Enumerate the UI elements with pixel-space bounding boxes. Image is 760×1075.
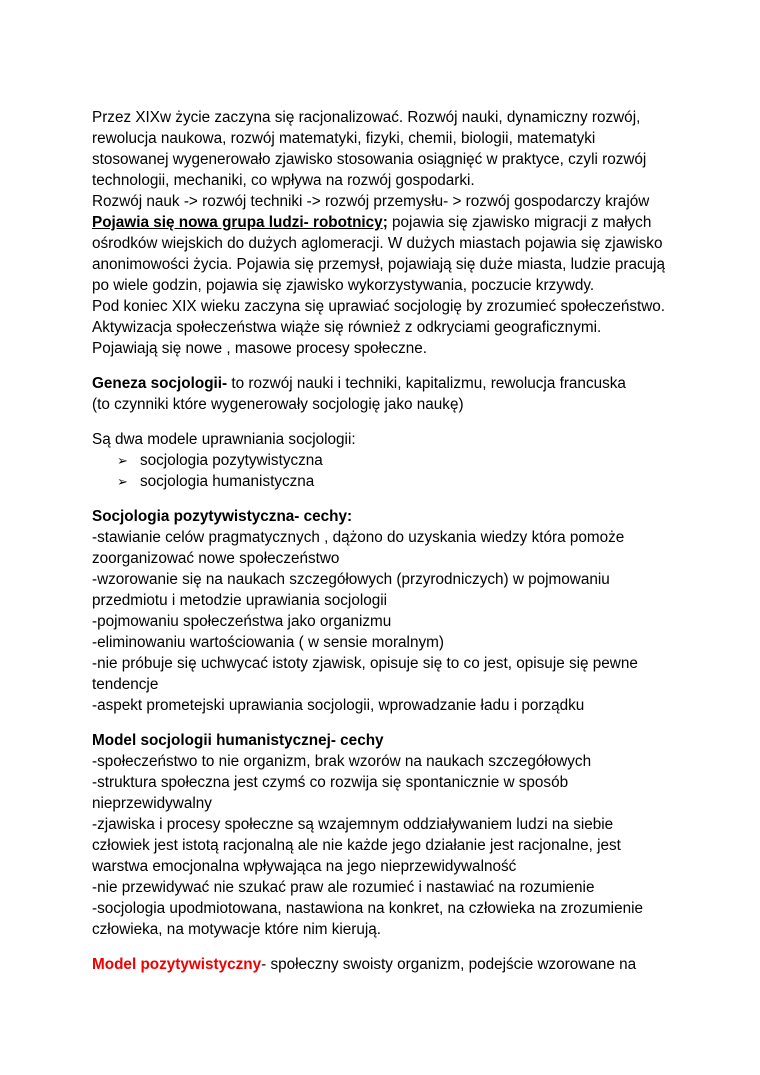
blank-line	[92, 716, 670, 730]
humanistic-feature: -socjologia upodmiotowana, nastawiona na konkret, na człowieka na zrozumienie człowieka, na motywacje które nim kierują.	[92, 900, 644, 938]
line-activation: Aktywizacja społeczeństwa wiąże się również z odkryciami geograficznymi.	[92, 319, 602, 336]
line-development-chain: Rozwój nauk -> rozwój techniki -> rozwój przemysłu- > rozwój gospodarczy krajów	[92, 193, 650, 210]
positivist-feature: -aspekt prometejski uprawiania socjologii, wprowadzanie ładu i porządku	[92, 697, 585, 714]
line-late-19th-century: Pod koniec XIX wieku zaczyna się uprawiać socjologię by zrozumieć społeczeństwo.	[92, 298, 666, 315]
genesis-heading: Geneza socjologii-	[92, 375, 228, 392]
paragraph-positivist-model	[92, 954, 670, 975]
positivist-feature: -eliminowaniu wartościowania ( w sensie moralnym)	[92, 634, 444, 651]
positivist-feature: -pojmowaniu społeczeństwa jako organizmu	[92, 613, 392, 630]
arrow-bullet-icon: ➢	[117, 474, 128, 489]
blank-line	[92, 940, 670, 954]
text-column	[92, 107, 670, 975]
paragraph-intro: Przez XIXw życie zaczyna się racjonalizować. Rozwój nauki, dynamiczny rozwój, rewolucja naukowa, rozwój matematyki, fizyki, chemii, biologii, matematyki stosowanej wygenerowało zjawisko stosowania osiągnięć w praktyce, czyli rozwój technologii, mechaniki, co wpływa na rozwój gospodarki.	[92, 109, 647, 189]
positivist-feature: -nie próbuje się uchwycać istoty zjawisk, opisuje się to co jest, opisuje się pewne tendencje	[92, 655, 638, 693]
workers-semicolon: ;	[382, 214, 388, 231]
positivist-feature: -stawianie celów pragmatycznych , dążono do uzyskania wiedzy która pomoże zoorganizować nowe społeczeństwo	[92, 529, 625, 567]
humanistic-feature: -społeczeństwo to nie organizm, brak wzorów na naukach szczegółowych	[92, 753, 592, 770]
paragraph-genesis	[92, 373, 670, 394]
line-new-processes: Pojawiają się nowe , masowe procesy społeczne.	[92, 340, 428, 357]
blank-line	[92, 359, 670, 373]
list-item	[92, 450, 670, 471]
arrow-bullet-icon: ➢	[117, 453, 128, 468]
list-item-label: socjologia pozytywistyczna	[140, 452, 323, 469]
genesis-rest: to rozwój nauki i techniki, kapitalizmu, rewolucja francuska	[227, 375, 626, 392]
humanistic-feature: -zjawiska i procesy społeczne są wzajemnym oddziaływaniem ludzi na siebie człowiek jest istotą racjonalną ale nie każde jego działanie jest racjonalne, jest warstwa emocjonalna wpływająca na jego nieprzewidywalność	[92, 816, 621, 875]
line-genesis-note: (to czynniki które wygenerowały socjologię jako naukę)	[92, 396, 464, 413]
blank-line	[92, 415, 670, 429]
heading-humanistic: Model socjologii humanistycznej- cechy	[92, 732, 384, 749]
paragraph-workers	[92, 212, 670, 296]
positivist-model-rest: - społeczny swoisty organizm, podejście wzorowane na	[261, 956, 637, 973]
list-item-label: socjologia humanistyczna	[140, 473, 315, 490]
list-item	[92, 471, 670, 492]
positivist-model-heading: Model pozytywistyczny	[92, 956, 262, 973]
workers-rest: pojawia się zjawisko migracji z małych ośrodków wiejskich do dużych aglomeracji. W dużych miastach pojawia się zjawisko anonimowości życia. Pojawia się przemysł, pojawiają się duże miasta, ludzie pracują po wiele godzin, pojawia się zjawisko wykorzystywania, poczucie krzywdy.	[92, 214, 666, 294]
blank-line	[92, 492, 670, 506]
models-list	[92, 450, 670, 492]
line-models-intro: Są dwa modele uprawniania socjologii:	[92, 431, 356, 448]
humanistic-feature: -struktura społeczna jest czymś co rozwija się spontanicznie w sposób nieprzewidywalny	[92, 774, 569, 812]
humanistic-feature: -nie przewidywać nie szukać praw ale rozumieć i nastawiać na rozumienie	[92, 879, 595, 896]
heading-positivist: Socjologia pozytywistyczna- cechy:	[92, 508, 353, 525]
positivist-feature: -wzorowanie się na naukach szczegółowych (przyrodniczych) w pojmowaniu przedmiotu i metodzie uprawiania socjologii	[92, 571, 610, 609]
workers-highlight: Pojawia się nowa grupa ludzi- robotnicy	[92, 214, 383, 231]
